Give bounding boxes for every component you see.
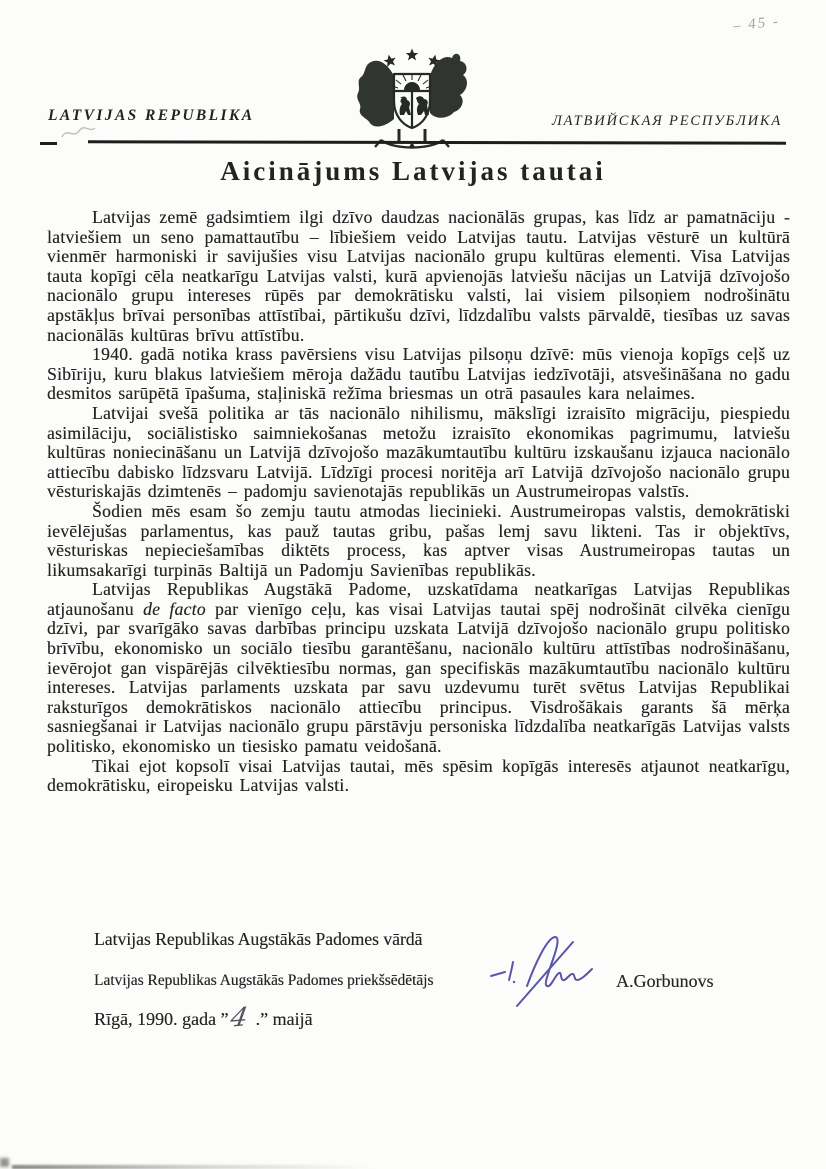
handwritten-signature-icon [487, 932, 607, 1010]
document-title: Aicinājums Latvijas tautai [220, 156, 606, 186]
latvia-coat-of-arms-icon [349, 46, 475, 150]
scan-smudge-bottom [12, 1165, 372, 1169]
body-italic-phrase: de facto [143, 598, 206, 619]
signature-on-behalf: Latvijas Republikas Augstākās Padomes vārdā [94, 929, 423, 949]
date-suffix: .” maijā [251, 1009, 313, 1029]
handwritten-day: 4 [228, 1002, 251, 1034]
body-paragraph [47, 757, 790, 796]
body-text-segment: 1940. gadā notika krass pavērsiens visu Latvijas pilsoņu dzīvē: mūs vienoja kopīgs ceļš uz Sibīriju, kuru blakus latviešiem mēroja dažādu tautību Latvijas iedzīvotāji, atsvešināšana no gadu desmitos sarūpētā īpašuma, staļiniskā režīma briesmas un otrā pasaules kara nelaimes. [47, 344, 790, 404]
signatory-name: A.Gorbunovs [616, 971, 714, 991]
pencil-page-number: – 45 - [732, 13, 781, 35]
body-paragraph [47, 580, 790, 756]
signature-role: Latvijas Republikas Augstākās Padomes priekšsēdētājs [94, 972, 434, 989]
body-paragraph [47, 208, 790, 345]
header-rule-dash [40, 142, 57, 145]
scan-smudge-corner [0, 1158, 9, 1167]
body-paragraph [47, 345, 790, 404]
header-right-title: ЛАТВИЙСКАЯ РЕСПУБЛИКА [551, 113, 782, 129]
body-text-segment: par vienīgo ceļu, kas visai Latvijas tautai spēj nodrošināt cilvēka cienīgu dzīvi, par svarīgāko savas darbības principu uzskata Latvijā dzīvojošo nacionālo grupu politisko brīvību, ekonomisko un sociālo tiesību garantēšanu, nacionālo kultūru attīstības nodrošināšanu, ievērojot gan vispārējās cilvēktiesību normas, gan specifiskās mazākumtautību nacionālo kultūru intereses. Latvijas parlaments uzskata par savu uzdevumu turēt svētus Latvijas Republikai raksturīgos demokrātiskos nacionālo attiecību principus. Visdrošākais garants šā mērķa sasniegšanai ir Latvijas nacionālo grupu pārstāvju personiska līdzdalība neatkarīgās Latvijas valsts politisko, ekonomisko un tiesisko pamatu veidošanā. [47, 598, 791, 757]
body-text-segment: Latvijas zemē gadsimtiem ilgi dzīvo daudzas nacionālās grupas, kas līdz ar pamatnāciju - latviešiem un seno pamattautību – lībiešiem veido Latvijas tautu. Latvijas vēsturē un kultūrā vienmēr harmoniski ir savijušies visu Latvijas nacionālo grupu kultūras elementi. Visa Latvijas tauta kopīgi cēla neatkarīgu Latvijas valsti, kurā apvienojās latviešu nācijas un Latvijā dzīvojošo nacionālo grupu intereses rūpēs par demokrātisku valsti, lai visiem pilsoņiem nodrošinātu apstākļus brīvai personības attīstībai, pārtikušu dzīvi, līdzdalību valsts pārvaldē, tiesības uz savas nacionālās kultūras brīvu attīstību. [47, 207, 790, 345]
body-text-segment: Tikai ejot kopsolī visai Latvijas tautai, mēs spēsim kopīgās interesēs atjaunot neatkarīgu, demokrātisku, eiropeisku Latvijas valsti. [47, 755, 790, 796]
body-text-segment: Latvijas Republikas Augstākā Padome, uzskatīdama neatkarīgas Latvijas Republikas atjaunošanu [47, 579, 790, 619]
body-text-segment: Šodien mēs esam šo zemju tautu atmodas liecinieki. Austrumeiropas valstis, demokrātiski ievēlējušas parlamentus, kas pauž tautas gribu, pašas lemj savu likteni. Tas ir objektīvs, vēsturiskas nepieciešamības diktēts process, kas aptver visas Austrumeiropas tautas un likumsakarīgi turpinās Baltijā un Padomju Savienības republikās. [47, 500, 790, 580]
body-paragraph [47, 502, 790, 580]
date-line [94, 1002, 313, 1034]
date-prefix: Rīgā, 1990. gada ” [94, 1009, 229, 1029]
body-paragraphs [47, 208, 790, 796]
header-left-title: LATVIJAS REPUBLIKA [48, 107, 255, 124]
body-text-segment: Latvijai svešā politika ar tās nacionālo nihilismu, mākslīgi izraisīto migrāciju, piespiedu asimilāciju, sociālistisko saimniekošanas metožu izraisīto ekonomikas pagrimumu, latviešu kultūras noniecināšanu un Latvijā dzīvojošo mazākumtautību kultūru izskaušanu izjauca nacionālo attiecību dabisko līdzsvaru Latvijā. Līdzīgi procesi noritēja arī Latvijā dzīvojošo nacionālo grupu vēsturiskajās dzimtenēs – padomju savienotajās republikās un Austrumeiropas valstīs. [47, 402, 790, 502]
body-paragraph [47, 404, 790, 502]
